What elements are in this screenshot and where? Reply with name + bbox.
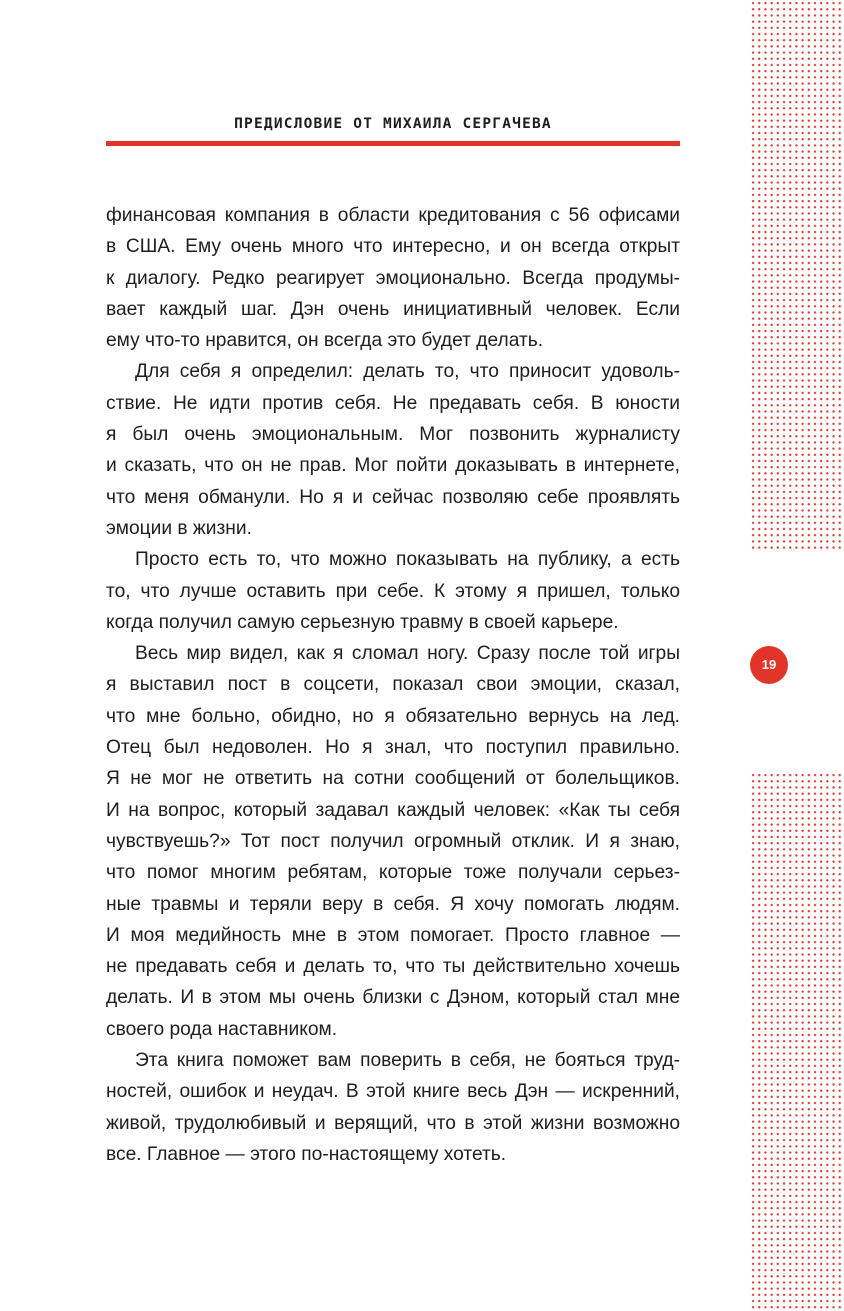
text-line: ствие. Не идти против себя. Не предавать себя. В юности (106, 392, 680, 414)
text-line: все. Главное — этого по-настоящему хотеть. (106, 1143, 507, 1165)
page-number: 19 (750, 646, 788, 684)
dot-pattern-top (750, 0, 844, 550)
text-line: Я не мог не ответить на сотни сообщений от болельщиков. (106, 768, 680, 790)
running-head: ПРЕДИСЛОВИЕ ОТ МИХАИЛА СЕРГАЧЕВА (234, 116, 552, 132)
text-line: ему что-то нравится, он всегда это будет делать. (106, 330, 544, 352)
text-line: ные травмы и теряли веру в себя. Я хочу помогать людям. (106, 893, 680, 915)
text-line: я выставил пост в соцсети, показал свои эмоции, сказал, (106, 674, 680, 696)
text-line: когда получил самую серьезную травму в своей карьере. (106, 611, 619, 633)
header-rule (106, 141, 680, 146)
text-line: вает каждый шаг. Дэн очень инициативный человек. Если (106, 298, 680, 320)
text-line: я был очень эмоциональным. Мог позвонить журналисту (106, 424, 680, 446)
text-line: ностей, ошибок и неудач. В этой книге весь Дэн — искренний, (106, 1081, 680, 1103)
text-line: не предавать себя и делать то, что ты действительно хочешь (106, 956, 680, 978)
text-line: то, что лучше оставить при себе. К этому я пришел, только (106, 580, 680, 602)
text-line: к диалогу. Редко реагирует эмоционально. Всегда продумы- (106, 267, 680, 289)
text-line: что мне больно, обидно, но я обязательно вернусь на лед. (106, 705, 680, 727)
dot-pattern-bottom (750, 772, 844, 1311)
text-line: Просто есть то, что можно показывать на публику, а есть (135, 549, 680, 571)
text-line: своего рода наставником. (106, 1018, 338, 1040)
text-line: И моя медийность мне в этом помогает. Просто главное — (106, 924, 680, 946)
text-line: что меня обманули. Но я и сейчас позволяю себе проявлять (106, 486, 680, 508)
text-line: И на вопрос, который задавал каждый человек: «Как ты себя (106, 799, 680, 821)
text-line: делать. И в этом мы очень близки с Дэном, который стал мне (106, 987, 680, 1009)
text-line: Отец был недоволен. Но я знал, что поступил правильно. (106, 737, 680, 759)
text-line: что помог многим ребятам, которые тоже получали серьез- (106, 862, 680, 884)
text-line: чувствуешь?» Тот пост получил огромный отклик. И я знаю, (106, 830, 680, 852)
text-line: Для себя я определил: делать то, что приносит удоволь- (135, 361, 680, 383)
text-line: и сказать, что он не прав. Мог пойти доказывать в интернете, (106, 455, 680, 477)
text-line: Весь мир видел, как я сломал ногу. Сразу после той игры (135, 643, 680, 665)
text-line: Эта книга поможет вам поверить в себя, не бояться труд- (135, 1050, 680, 1072)
text-line: в США. Ему очень много что интересно, и он всегда открыт (106, 236, 680, 258)
body-text (106, 200, 680, 1170)
text-line: эмоции в жизни. (106, 517, 252, 539)
text-line: финансовая компания в области кредитования с 56 офисами (106, 205, 680, 226)
text-line: живой, трудолюбивый и верящий, что в этой жизни возможно (106, 1112, 680, 1134)
